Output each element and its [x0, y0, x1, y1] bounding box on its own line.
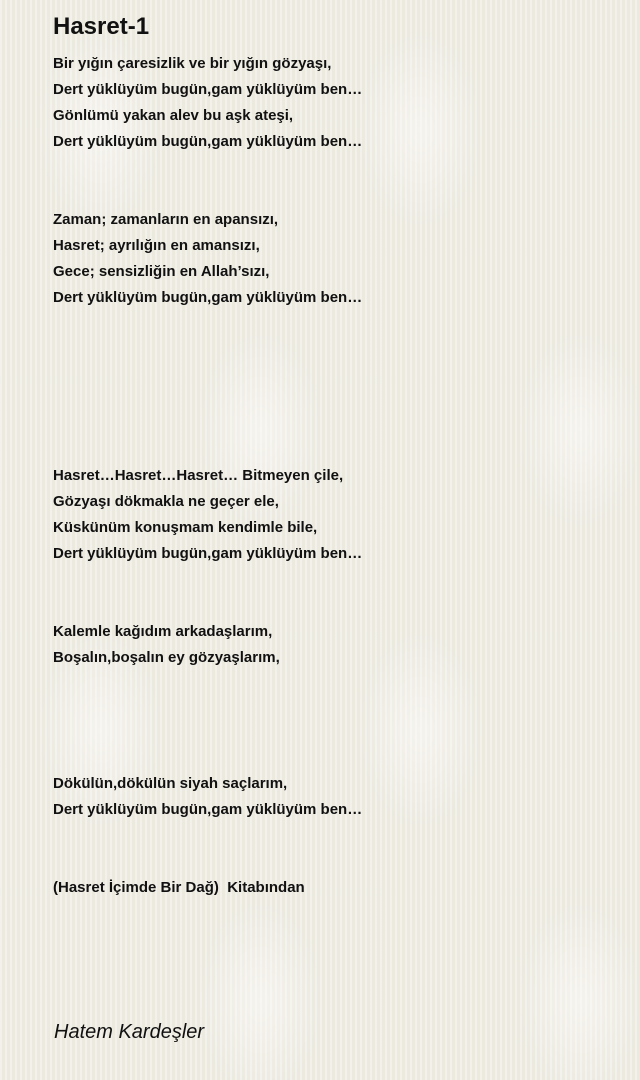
poem-line: Gece; sensizliğin en Allah’sızı,: [53, 263, 270, 280]
stanza-5: [53, 771, 362, 823]
poem-line: Zaman; zamanların en apansızı,: [53, 211, 279, 228]
poem-title: Hasret-1: [53, 13, 150, 40]
poem-line: Dert yüklüyüm bugün,gam yüklüyüm ben…: [53, 801, 363, 818]
stanza-3: [53, 463, 362, 567]
poem-line: Dert yüklüyüm bugün,gam yüklüyüm ben…: [53, 289, 363, 306]
poem-line: Hasret…Hasret…Hasret… Bitmeyen çile,: [53, 467, 344, 484]
poem-line: Gönlümü yakan alev bu aşk ateşi,: [53, 107, 294, 124]
poem-line: Gözyaşı dökmakla ne geçer ele,: [53, 493, 279, 510]
poem-line: Bir yığın çaresizlik ve bir yığın gözyaşı,: [53, 55, 332, 72]
author-name: Hatem Kardeşler: [54, 1021, 205, 1043]
stanza-1: [53, 51, 362, 155]
poem-line: Kalemle kağıdım arkadaşlarım,: [53, 623, 273, 640]
poem-line: Küskünüm konuşmam kendimle bile,: [53, 519, 318, 536]
poem-line: Hasret; ayrılığın en amansızı,: [53, 237, 260, 254]
source-note: (Hasret İçimde Bir Dağ) Kitabından: [53, 879, 305, 896]
poem-line: Dert yüklüyüm bugün,gam yüklüyüm ben…: [53, 133, 363, 150]
poem-line: Dökülün,dökülün siyah saçlarım,: [53, 775, 288, 792]
stanza-4: [53, 619, 280, 671]
poem-line: Boşalın,boşalın ey gözyaşlarım,: [53, 649, 280, 666]
poem-line: Dert yüklüyüm bugün,gam yüklüyüm ben…: [53, 545, 363, 562]
poem-line: Dert yüklüyüm bugün,gam yüklüyüm ben…: [53, 81, 363, 98]
stanza-2: [53, 207, 362, 311]
